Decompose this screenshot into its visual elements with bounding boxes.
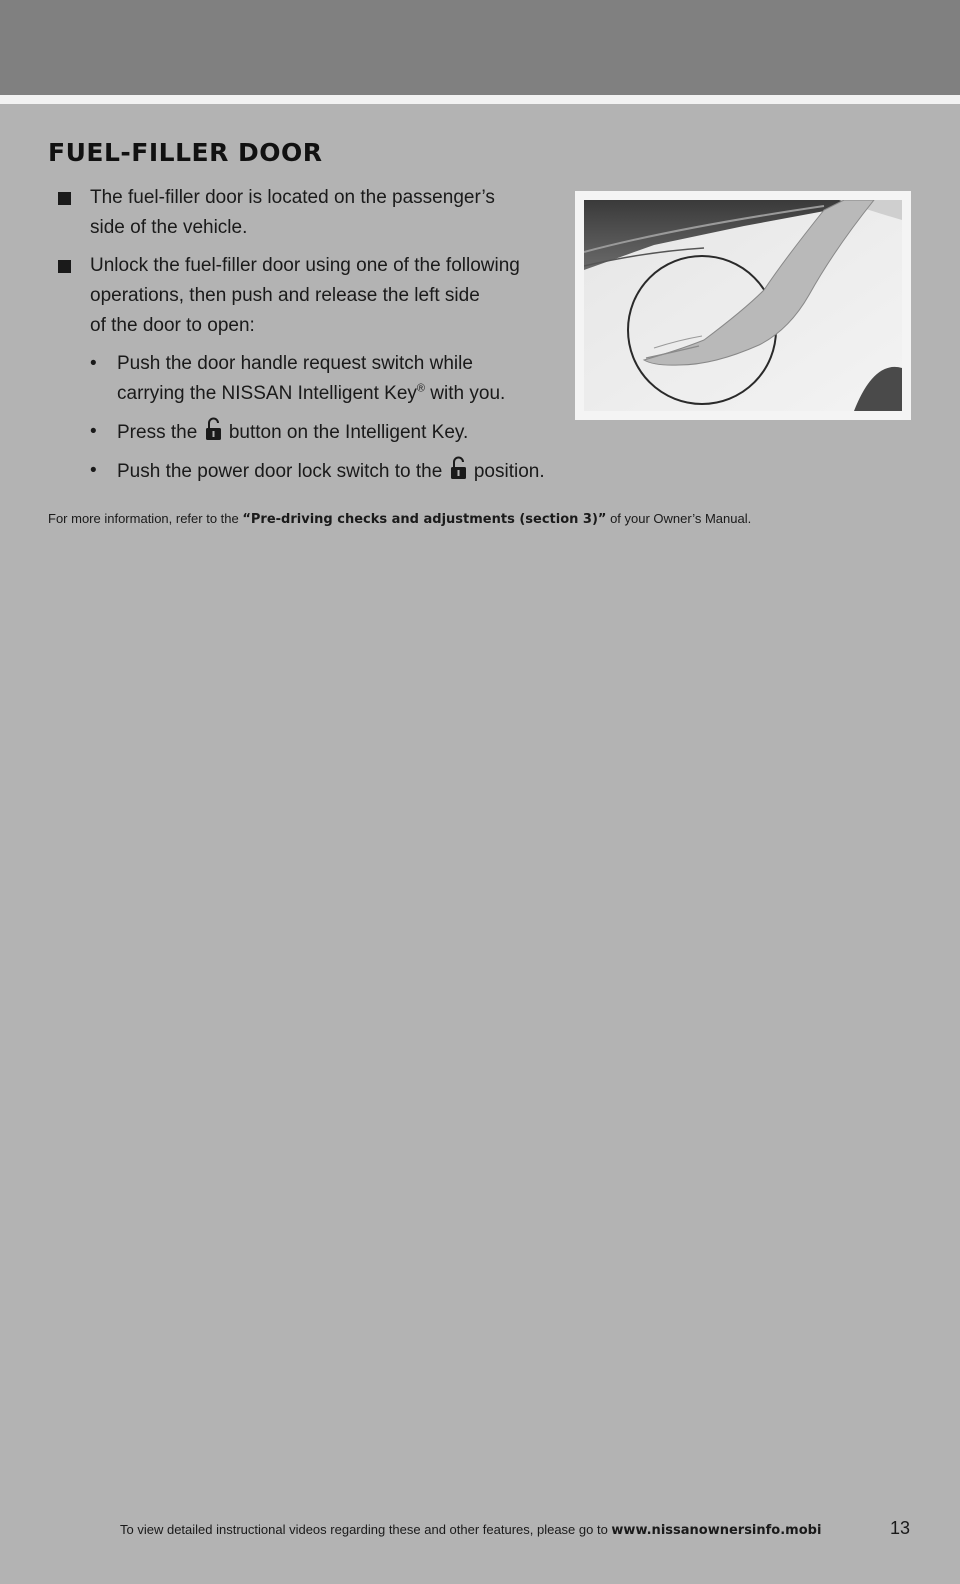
registered-mark: ®	[416, 382, 426, 395]
page-number: 13	[890, 1518, 911, 1538]
square-bullet-icon	[58, 260, 71, 273]
sub-list-item: • Press the button on the Intelligent Key.	[58, 417, 568, 448]
section-title: FUEL-FILLER DOOR	[48, 138, 323, 167]
footer-text: To view detailed instructional videos regarding these and other features, please go to www.nissanownersinfo.mobi	[120, 1522, 822, 1538]
dot-bullet-icon: •	[90, 353, 97, 374]
sub-list-item: • Push the power door lock switch to the position.	[58, 456, 568, 487]
header-rule	[0, 95, 960, 104]
fuel-door-photo	[575, 191, 911, 420]
dot-bullet-icon: •	[90, 460, 97, 481]
unlock-icon	[205, 417, 222, 441]
footnote: For more information, refer to the “Pre-driving checks and adjustments (section 3)” of your Owner’s Manual.	[48, 511, 752, 527]
manual-section-reference: “Pre-driving checks and adjustments (section 3)”	[242, 512, 607, 527]
website-link[interactable]: www.nissanownersinfo.mobi	[611, 1523, 822, 1538]
list-item: The fuel-filler door is located on the passenger’s side of the vehicle.	[58, 183, 568, 243]
instruction-list	[58, 183, 568, 495]
list-item: Unlock the fuel-filler door using one of the following operations, then push and release the left side of the door to open:	[58, 251, 568, 341]
header-band	[0, 0, 960, 95]
fuel-door-illustration	[584, 200, 902, 411]
dot-bullet-icon: •	[90, 421, 97, 442]
unlock-icon	[450, 456, 467, 480]
square-bullet-icon	[58, 192, 71, 205]
sub-list-item: • Push the door handle request switch while carrying the NISSAN Intelligent Key® with you.	[58, 349, 568, 409]
